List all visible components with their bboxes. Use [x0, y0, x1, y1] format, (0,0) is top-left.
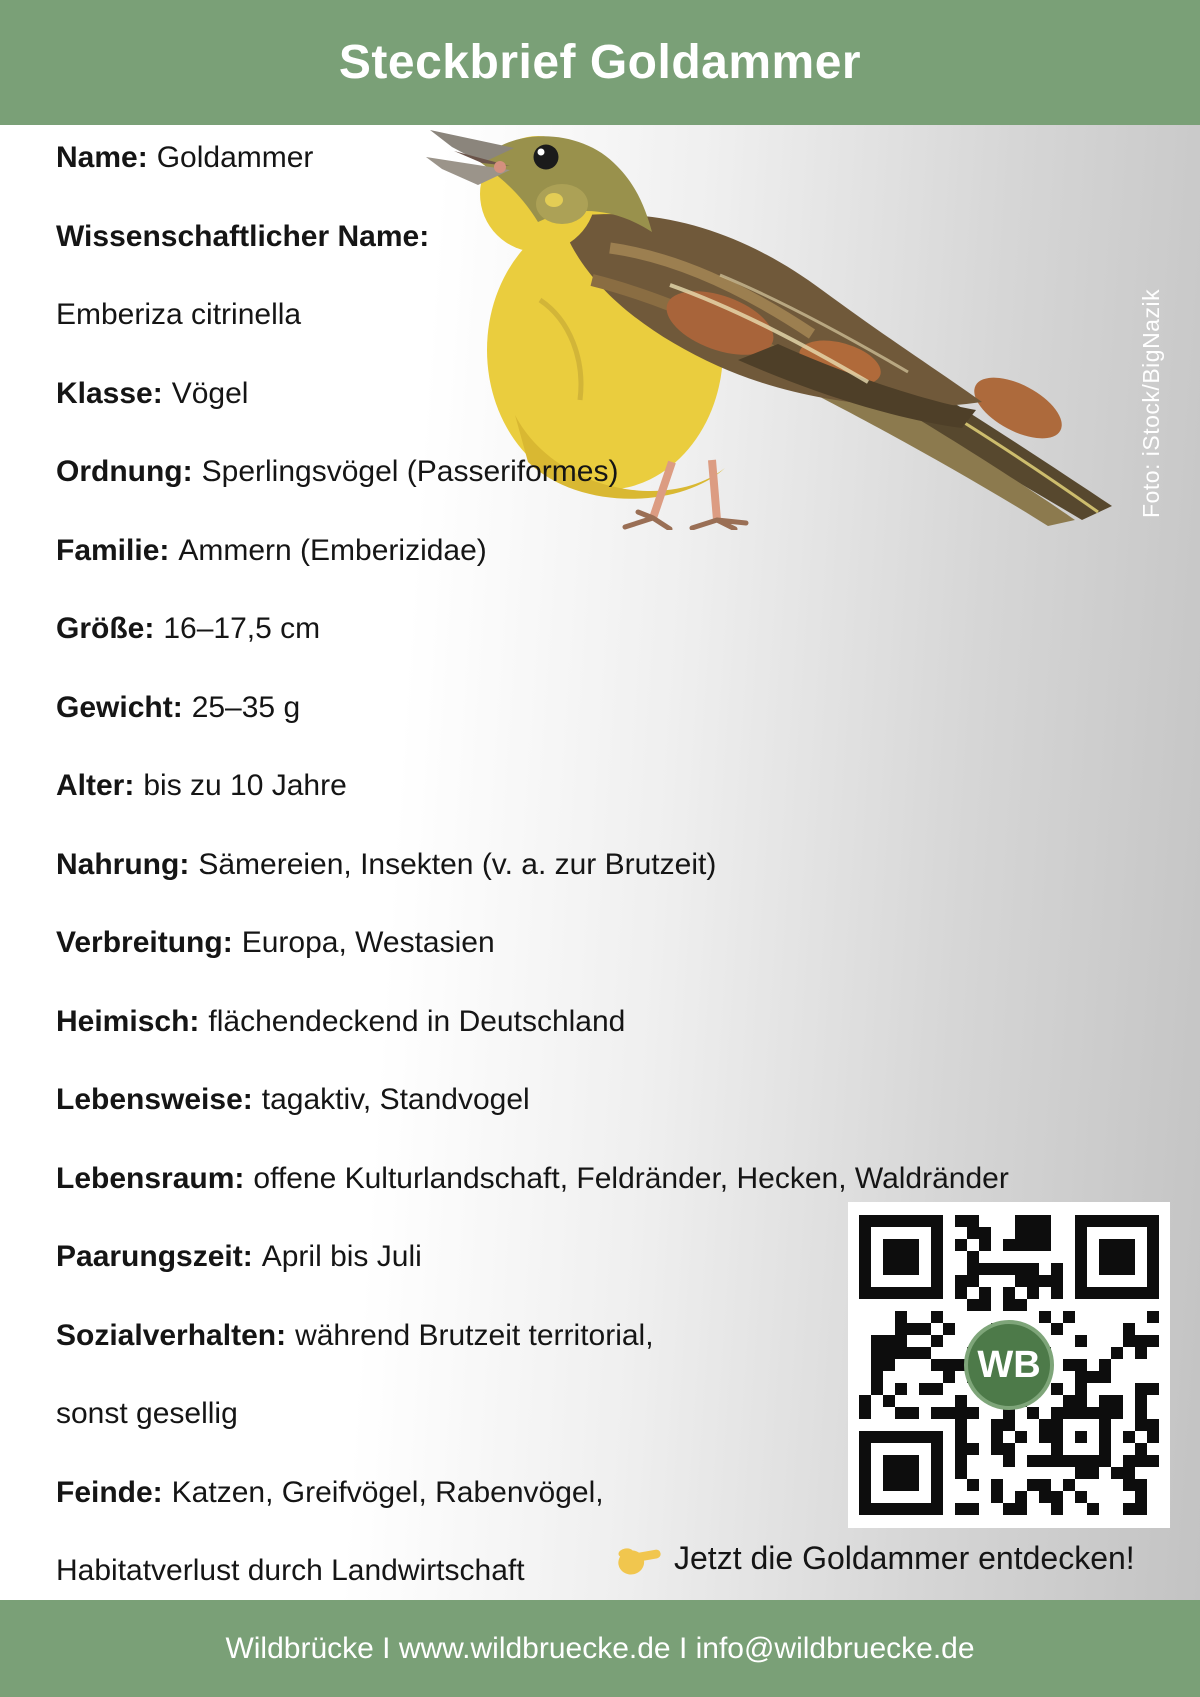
fact-value: Europa, Westasien	[241, 926, 495, 960]
fact-value: 25–35 g	[191, 690, 301, 724]
fact-label: Feinde:	[56, 1475, 163, 1509]
cta-text: Jetzt die Goldammer entdecken!	[674, 1540, 1135, 1576]
fact-line	[56, 590, 1176, 669]
fact-label: Sozialverhalten:	[56, 1318, 287, 1352]
fact-value: Sämereien, Insekten (v. a. zur Brutzeit)	[198, 847, 717, 881]
fact-label: Klasse:	[56, 376, 163, 410]
fact-label: Nahrung:	[56, 847, 190, 881]
photo-credit: Foto: iStock/BigNazik	[1138, 288, 1164, 518]
fact-label: Wissenschaftlicher Name:	[56, 219, 430, 253]
fact-value: sonst gesellig	[56, 1397, 238, 1431]
fact-label: Lebensraum:	[56, 1161, 245, 1195]
page-title: Steckbrief Goldammer	[338, 36, 862, 89]
fact-value: während Brutzeit territorial,	[295, 1318, 654, 1352]
fact-line	[56, 669, 1176, 748]
header-band	[0, 0, 1200, 125]
fact-line	[56, 1061, 1176, 1140]
fact-label: Größe:	[56, 612, 155, 646]
fact-line	[56, 512, 1176, 591]
footer-text: Wildbrücke I www.wildbruecke.de I info@wildbruecke.de	[225, 1631, 975, 1665]
fact-label: Familie:	[56, 533, 170, 567]
fact-value: Vögel	[171, 376, 249, 410]
fact-value: bis zu 10 Jahre	[143, 769, 347, 803]
pointing-finger-icon	[616, 1542, 664, 1576]
fact-label: Gewicht:	[56, 690, 183, 724]
fact-line	[56, 433, 1176, 512]
fact-value: April bis Juli	[261, 1240, 422, 1274]
fact-line	[56, 355, 1176, 434]
fact-label: Paarungszeit:	[56, 1240, 253, 1274]
fact-line	[56, 276, 1176, 355]
fact-line	[56, 904, 1176, 983]
fact-value: Habitatverlust durch Landwirtschaft	[56, 1554, 525, 1588]
fact-value: Katzen, Greifvögel, Rabenvögel,	[171, 1475, 604, 1509]
fact-value: offene Kulturlandschaft, Feldränder, Hecken, Waldränder	[253, 1161, 1009, 1195]
fact-value: Sperlingsvögel (Passeriformes)	[201, 455, 619, 489]
fact-label: Verbreitung:	[56, 926, 233, 960]
fact-value: tagaktiv, Standvogel	[261, 1083, 530, 1117]
fact-value: 16–17,5 cm	[163, 612, 321, 646]
fact-label: Name:	[56, 141, 148, 175]
wb-logo-text: WB	[977, 1343, 1041, 1386]
fact-label: Lebensweise:	[56, 1083, 253, 1117]
qr-code	[848, 1202, 1170, 1528]
wb-logo-badge	[964, 1320, 1054, 1410]
fact-label: Ordnung:	[56, 455, 193, 489]
footer-band	[0, 1600, 1200, 1697]
fact-label: Alter:	[56, 769, 135, 803]
fact-line	[56, 983, 1176, 1062]
fact-line	[56, 198, 1176, 277]
fact-line	[56, 119, 1176, 198]
fact-line	[56, 747, 1176, 826]
fact-line	[56, 826, 1176, 905]
fact-label: Heimisch:	[56, 1004, 200, 1038]
cta-row	[616, 1540, 1135, 1577]
fact-value: Emberiza citrinella	[56, 298, 302, 332]
fact-value: flächendeckend in Deutschland	[208, 1004, 626, 1038]
fact-value: Ammern (Emberizidae)	[178, 533, 487, 567]
fact-value: Goldammer	[156, 141, 314, 175]
